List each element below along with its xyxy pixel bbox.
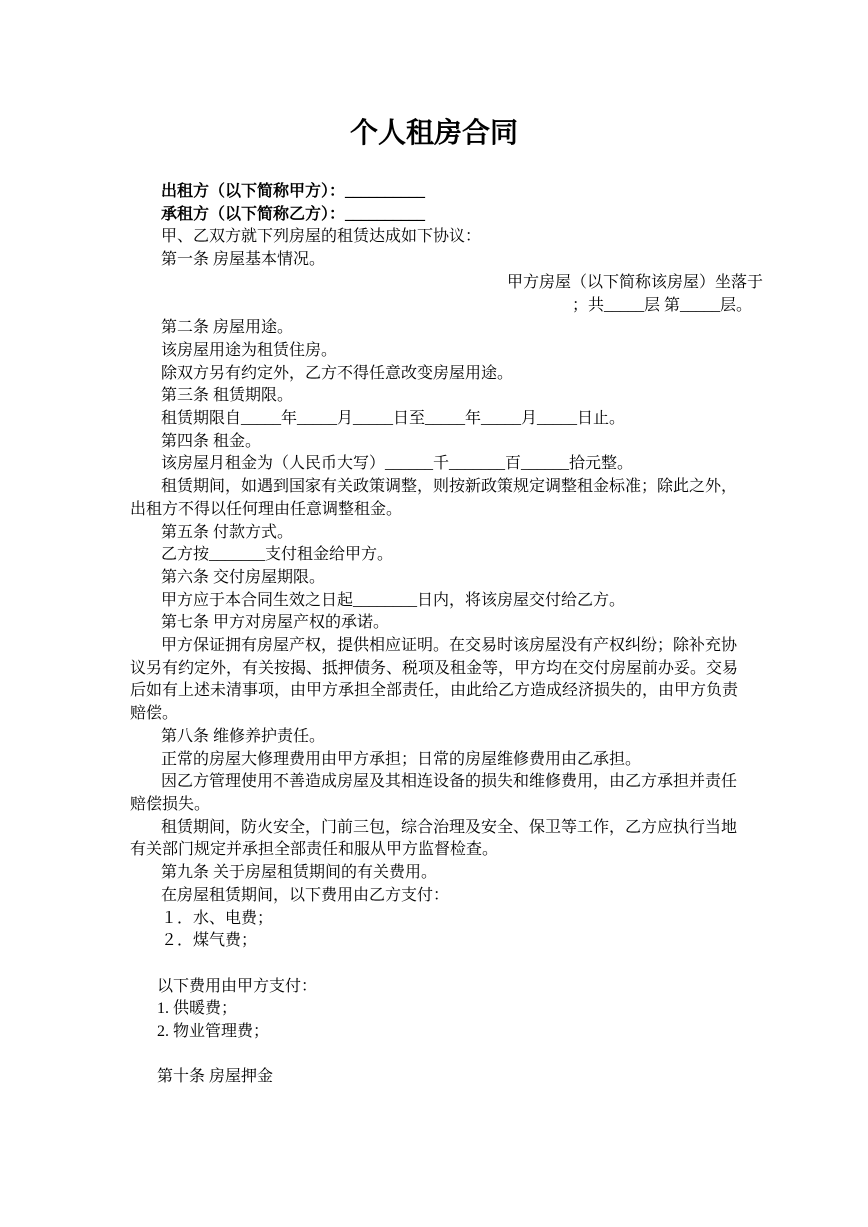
contract-line: 2. 物业管理费； (157, 1023, 270, 1040)
contract-body (130, 181, 763, 1089)
contract-line: 第一条 房屋基本情况。 (161, 251, 326, 269)
contract-line: 1. 供暖费； (157, 1000, 238, 1018)
contract-line: 第八条 维修养护责任。 (161, 727, 326, 745)
contract-line: 出租方不得以任何理由任意调整租金。 (130, 500, 403, 518)
contract-line: 该房屋用途为租赁住房。 (161, 341, 338, 359)
contract-line: 第十条 房屋押金 (157, 1068, 274, 1086)
contract-line: 有关部门规定并承担全部责任和服从甲方监督检查。 (130, 841, 499, 859)
contract-line: 第六条 交付房屋期限。 (161, 568, 326, 586)
contract-line (130, 953, 738, 976)
contract-line: 出租方（以下简称甲方）：__________ (161, 183, 426, 200)
contract-line: 甲、乙双方就下列房屋的租赁达成如下协议： (161, 228, 482, 246)
contract-line: 租赁期间，防火安全，门前三包，综合治理及安全、保卫等工作，乙方应执行当地 (161, 818, 738, 836)
contract-line: 甲方应于本合同生效之日起________日内，将该房屋交付给乙方。 (161, 591, 626, 609)
contract-line: 除双方另有约定外，乙方不得任意改变房屋用途。 (161, 364, 514, 382)
contract-line: 后如有上述未清事项，由甲方承担全部责任，由此给乙方造成经济损失的，由甲方负责 (130, 682, 739, 700)
contract-line: ；共_____层 第_____层。 (571, 296, 752, 314)
contract-line: 租赁期限自_____年_____月_____日至_____年_____月_____日止。 (161, 410, 626, 428)
contract-line: 第二条 房屋用途。 (161, 319, 294, 337)
contract-line: ２．煤气费； (161, 932, 258, 950)
contract-line: 第三条 租赁期限。 (161, 387, 294, 405)
contract-line: 承租方（以下简称乙方）：__________ (161, 205, 426, 223)
contract-line: 正常的房屋大修理费用由甲方承担；日常的房屋维修费用由乙承担。 (161, 750, 642, 768)
contract-line: 甲方保证拥有房屋产权，提供相应证明。在交易时该房屋没有产权纠纷；除补充协 (161, 637, 738, 655)
contract-line: 第九条 关于房屋租赁期间的有关费用。 (161, 864, 438, 882)
contract-line: 赔偿。 (130, 705, 179, 723)
contract-line: 第七条 甲方对房屋产权的承诺。 (161, 614, 390, 632)
contract-line: 以下费用由甲方支付： (157, 977, 318, 995)
contract-line: 因乙方管理使用不善造成房屋及其相连设备的损失和维修费用，由乙方承担并责任 (161, 773, 738, 791)
contract-line: 租赁期间，如遇到国家有关政策调整，则按新政策规定调整租金标准；除此之外， (161, 478, 738, 496)
contract-line: 乙方按_______支付租金给甲方。 (161, 546, 394, 564)
contract-line: １．水、电费； (161, 909, 274, 927)
contract-line: 第四条 租金。 (161, 432, 262, 450)
contract-line (130, 1044, 738, 1067)
contract-line: 议另有约定外，有关按揭、抵押债务、税项及租金等，甲方均在交付房屋前办妥。交易 (130, 659, 739, 677)
contract-line: 第五条 付款方式。 (161, 523, 294, 541)
document-title: 个人租房合同 (349, 118, 518, 149)
contract-line: 该房屋月租金为（人民币大写）______千_______百______拾元整。 (161, 455, 634, 473)
contract-line: 甲方房屋（以下简称该房屋）坐落于 (506, 273, 763, 291)
contract-line: 在房屋租赁期间，以下费用由乙方支付： (161, 886, 450, 904)
contract-line: 赔偿损失。 (130, 795, 211, 813)
